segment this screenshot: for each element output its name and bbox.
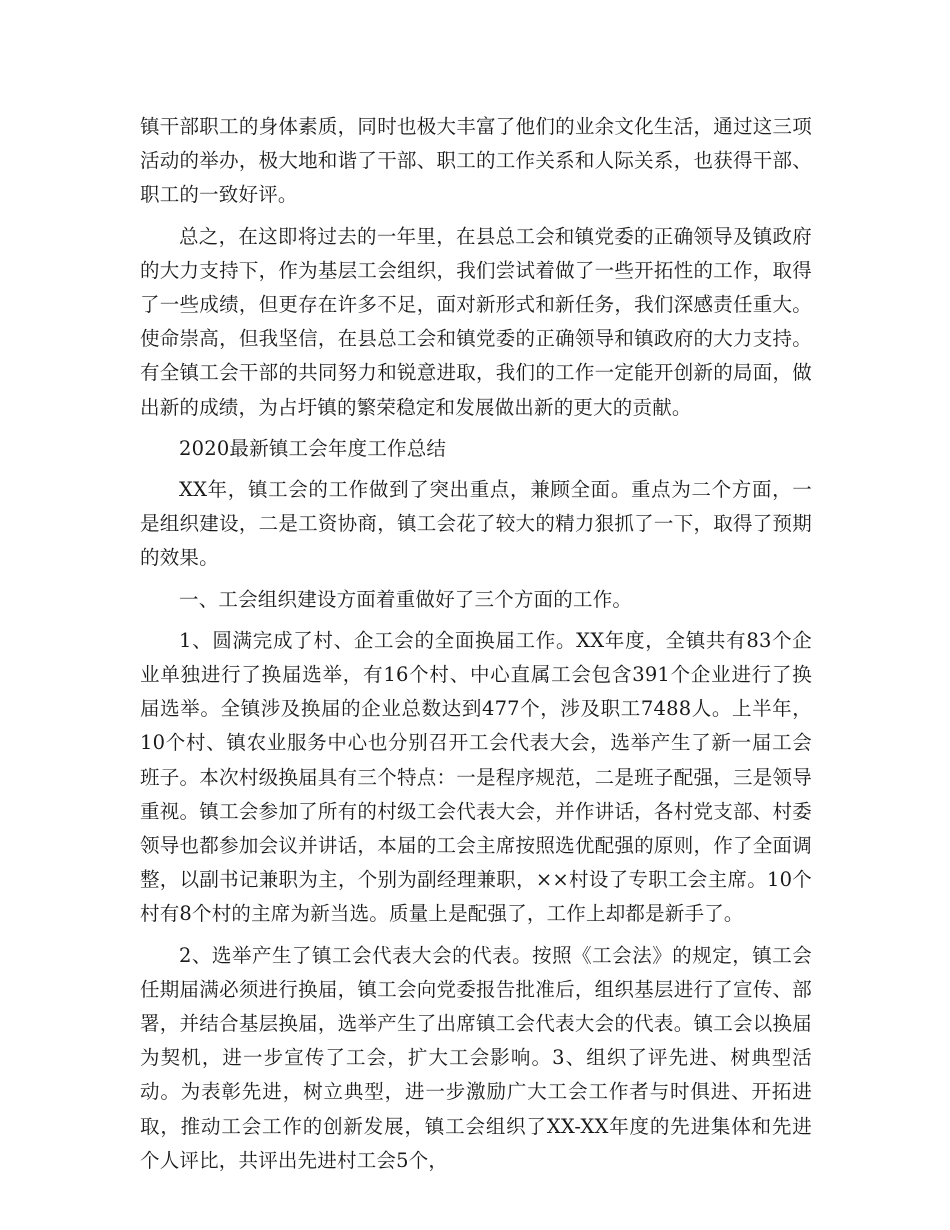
paragraph-5: 1、圆满完成了村、企工会的全面换届工作。XX年度，全镇共有83个企业单独进行了换届选举，有16个村、中心直属工会包含391个企业进行了换届选举。全镇涉及换届的企业总数达到477个，涉及职工7488人。上半年，10个村、镇农业服务中心也分别召开工会代表大会，选举产生了新一届工会班子。本次村级换届具有三个特点：一是程序规范，二是班子配强，三是领导重视。镇工会参加了所有的村级工会代表大会，并作讲话，各村党支部、村委领导也都参加会议并讲话，本届的工会主席按照选优配强的原则，作了全面调整，以副书记兼职为主，个别为副经理兼职，××村设了专职工会主席。10个村有8个村的主席为新当选。质量上是配强了，工作上却都是新手了。 [140, 628, 812, 926]
paragraph-4: 一、工会组织建设方面着重做好了三个方面的工作。 [179, 587, 633, 611]
document-page [140, 110, 812, 1185]
paragraph-3: XX年，镇工会的工作做到了突出重点，兼顾全面。重点为二个方面，一是组织建设，二是工资协商，镇工会花了较大的精力狠抓了一下，取得了预期的效果。 [140, 478, 812, 570]
section-heading: 2020最新镇工会年度工作总结 [179, 436, 447, 460]
paragraph-2: 总之，在这即将过去的一年里，在县总工会和镇党委的正确领导及镇政府的大力支持下，作为基层工会组织，我们尝试着做了一些开拓性的工作，取得了一些成绩，但更存在许多不足，面对新形式和新任务，我们深感责任重大。使命崇高，但我坚信，在县总工会和镇党委的正确领导和镇政府的大力支持。有全镇工会干部的共同努力和锐意进取，我们的工作一定能开创新的局面，做出新的成绩，为占圩镇的繁荣稳定和发展做出新的更大的贡献。 [140, 224, 812, 419]
paragraph-1: 镇干部职工的身体素质，同时也极大丰富了他们的业余文化生活，通过这三项活动的举办，极大地和谐了干部、职工的工作关系和人际关系，也获得干部、职工的一致好评。 [140, 115, 812, 207]
paragraph-6: 2、选举产生了镇工会代表大会的代表。按照《工会法》的规定，镇工会任期届满必须进行换届，镇工会向党委报告批准后，组织基层进行了宣传、部署，并结合基层换届，选举产生了出席镇工会代表大会的代表。镇工会以换届为契机，进一步宣传了工会，扩大工会影响。3、组织了评先进、树典型活动。为表彰先进，树立典型，进一步激励广大工会工作者与时俱进、开拓进取，推动工会工作的创新发展，镇工会组织了XX-XX年度的先进集体和先进个人评比，共评出先进村工会5个， [140, 943, 812, 1172]
